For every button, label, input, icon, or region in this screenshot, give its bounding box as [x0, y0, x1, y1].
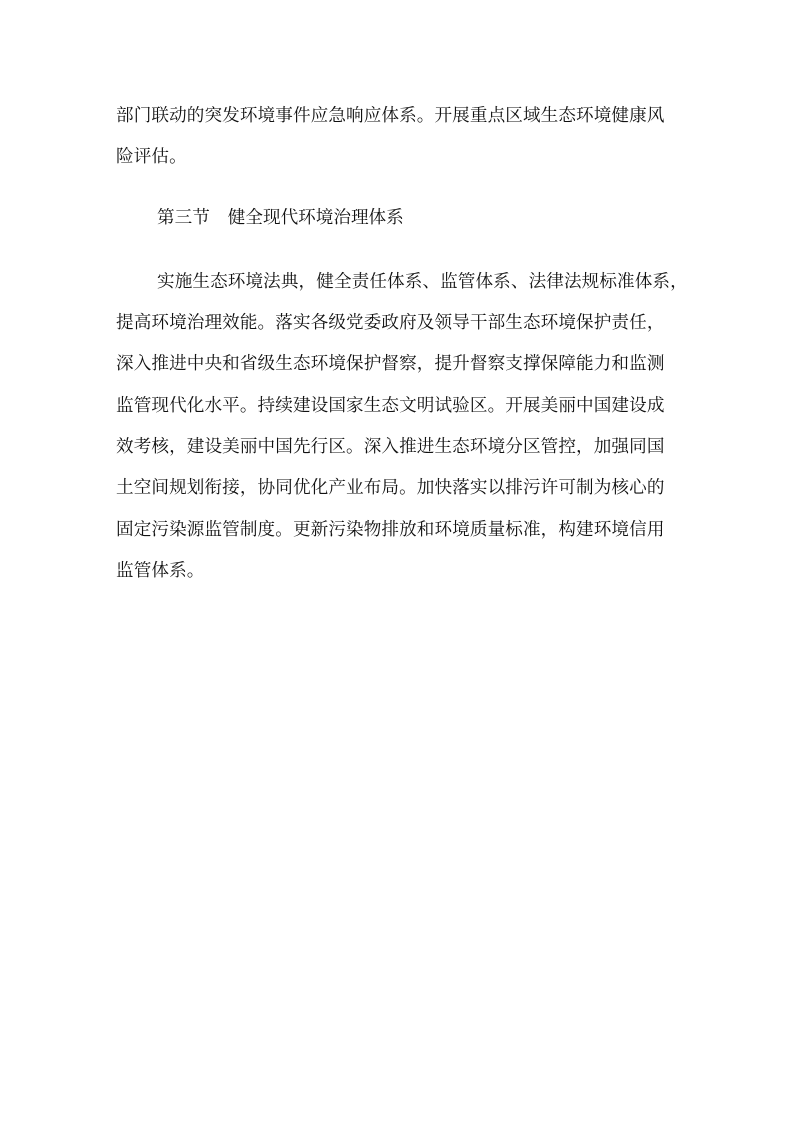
paragraph-line: 深入推进中央和省级生态环境保护督察，提升督察支撑保障能力和监测	[116, 354, 665, 374]
paragraph-line: 效考核，建设美丽中国先行区。深入推进生态环境分区管控，加强同国	[116, 437, 665, 457]
section-heading	[157, 206, 404, 230]
section-number: 第三节	[157, 208, 210, 228]
paragraph-line: 监管现代化水平。持续建设国家生态文明试验区。开展美丽中国建设成	[116, 396, 665, 416]
section-title: 健全现代环境治理体系	[227, 208, 404, 228]
paragraph-line: 提高环境治理效能。落实各级党委政府及领导干部生态环境保护责任，	[116, 313, 665, 333]
paragraph-line: 土空间规划衔接，协同优化产业布局。加快落实以排污许可制为核心的	[116, 478, 665, 498]
paragraph-line: 实施生态环境法典，健全责任体系、监管体系、法律法规标准体系，	[157, 272, 688, 292]
paragraph-line: 险评估。	[116, 147, 187, 167]
paragraph-line: 监管体系。	[116, 561, 205, 581]
paragraph-line: 固定污染源监管制度。更新污染物排放和环境质量标准，构建环境信用	[116, 520, 665, 540]
paragraph-line: 部门联动的突发环境事件应急响应体系。开展重点区域生态环境健康风	[116, 106, 665, 126]
